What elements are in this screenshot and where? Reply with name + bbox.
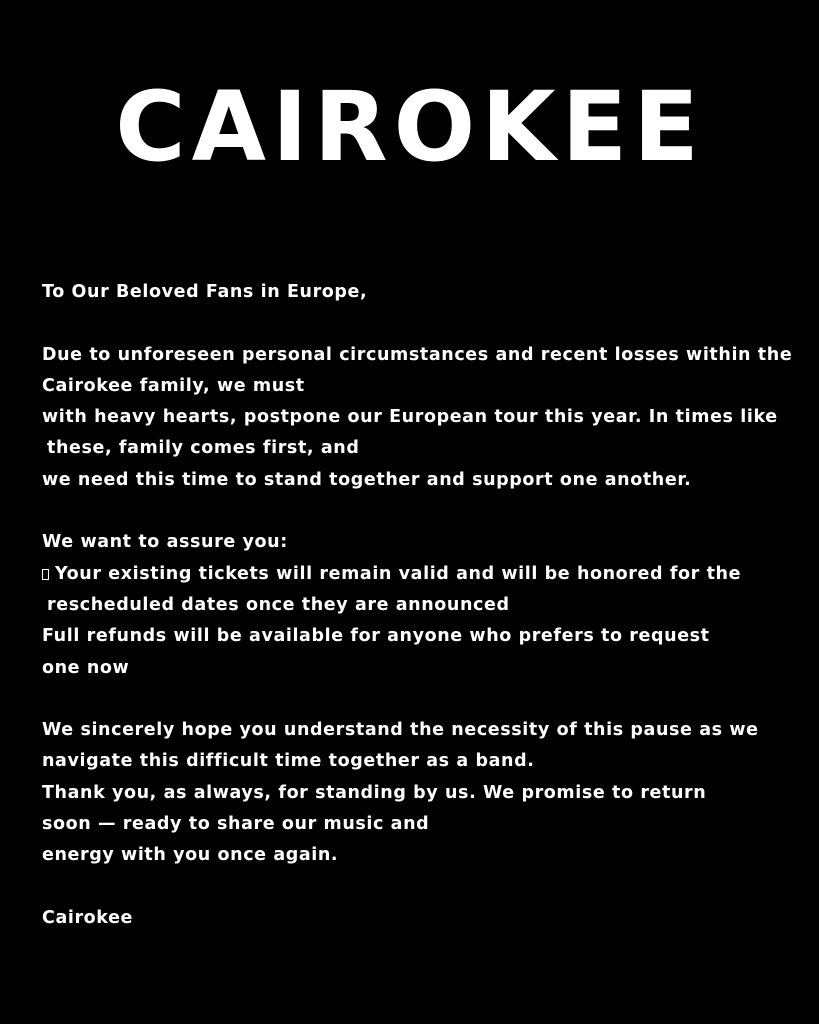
assurance-item: [42, 559, 802, 590]
logo-wordmark: [110, 60, 710, 190]
paragraph-line: with heavy hearts, postpone our European tour this year. In times like: [42, 407, 778, 428]
logo-text: CAIROKEE: [114, 71, 705, 183]
missing-glyph-icon: [42, 569, 49, 580]
assurance-item: Full refunds will be available for anyone who prefers to request: [42, 626, 710, 647]
assurance-line: rescheduled dates once they are announced: [47, 594, 510, 615]
assurance-heading: We want to assure you:: [42, 532, 288, 553]
letter-body: [42, 277, 802, 934]
paragraph-line: Due to unforeseen personal circumstances and recent losses within the: [42, 344, 793, 365]
paragraph-line: Cairokee family, we must: [42, 375, 305, 396]
cairokee-logo: [0, 60, 819, 190]
paragraph-line: navigate this difficult time together as a band.: [42, 751, 535, 772]
paragraph-line: we need this time to stand together and support one another.: [42, 469, 692, 490]
paragraph-line: energy with you once again.: [42, 845, 339, 866]
assurance-text: Your existing tickets will remain valid and will be honored for the: [55, 563, 742, 584]
paragraph-line: these, family comes first, and: [47, 438, 360, 459]
paragraph-line: We sincerely hope you understand the necessity of this pause as we: [42, 720, 759, 741]
signature: Cairokee: [42, 907, 134, 928]
paragraph-line: Thank you, as always, for standing by us. We promise to return: [42, 782, 707, 803]
paragraph-line: soon — ready to share our music and: [42, 814, 430, 835]
letter-greeting: To Our Beloved Fans in Europe,: [42, 282, 368, 302]
assurance-line: one now: [42, 657, 130, 678]
